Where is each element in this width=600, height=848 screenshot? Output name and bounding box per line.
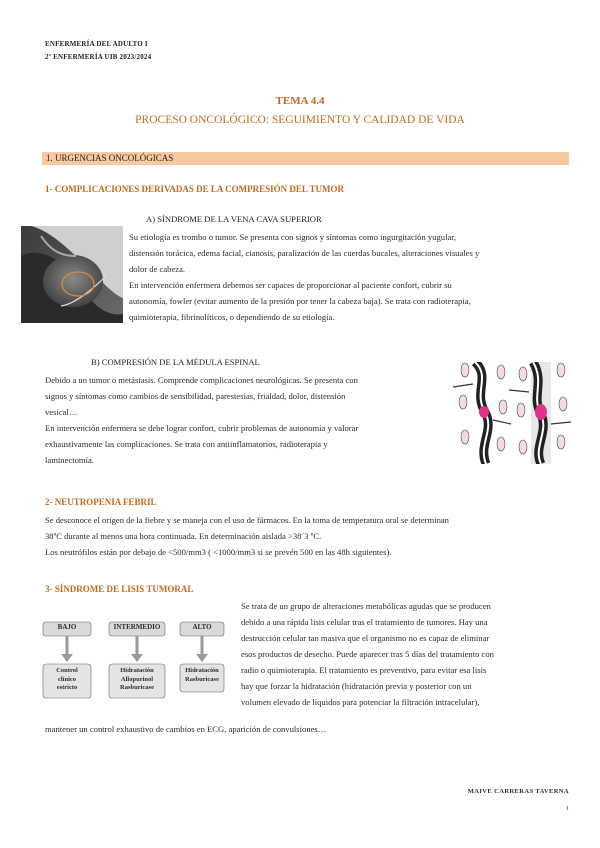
risk-level-low: BAJO <box>57 623 77 631</box>
risk-level-intermediate: INTERMEDIO <box>113 623 161 631</box>
heading-lisis: 3- SÍNDROME DE LISIS TUMORAL <box>45 584 194 594</box>
spinal-cord-illustration <box>453 362 571 464</box>
text-line: destrucción celular tan masiva que el organismo no es capaz de eliminar <box>241 633 490 643</box>
text-line: quimioterapia, fibrinolíticos, o dependiendo de su etiología. <box>129 312 335 322</box>
text-line: autonomía, fowler (evitar aumento de la presión por tener la cabeza baja). Se trata con radioterapia, <box>129 296 471 306</box>
box-line: Control <box>56 667 78 674</box>
risk-box-intermediate <box>109 667 165 693</box>
text-line: En intervención enfermera se debe lograr confort, cubrir problemas de autonomía y valorar <box>45 423 359 433</box>
header-course: ENFERMERÍA DEL ADULTO I <box>45 40 148 48</box>
page-number: 1 <box>566 806 569 812</box>
vena-cava-text <box>129 229 558 325</box>
box-line: estricto <box>56 684 78 691</box>
page-subtitle: PROCESO ONCOLÓGICO: SEGUIMIENTO Y CALIDAD DE VIDA <box>135 114 465 126</box>
box-line: Hidratación <box>120 667 154 674</box>
heading-neutropenia: 2- NEUTROPENIA FEBRIL <box>45 497 157 507</box>
lisis-text <box>241 598 559 710</box>
subheading-medula: B) COMPRESIÓN DE LA MÉDULA ESPINAL <box>91 357 260 367</box>
medula-text <box>45 372 437 468</box>
text-line: En intervención enfermera debemos ser capaces de proporcionar al paciente confort, cubrir su <box>129 280 452 290</box>
neutropenia-text <box>45 512 570 560</box>
risk-box-high <box>180 667 224 684</box>
box-line: Rasburicase <box>120 684 154 691</box>
header-year: 2º ENFERMERÍA UIB 2023/2024 <box>45 53 152 61</box>
lisis-last-line: mantener un control exhaustivo de cambios en ECG, aparición de convulsiones… <box>45 724 327 734</box>
text-line: vesical… <box>45 407 78 417</box>
text-line: signos y síntomas como cambios de sensibilidad, parestesias, frialdad, dolor, distensión <box>45 391 346 401</box>
section-label: 1. URGENCIAS ONCOLÓGICAS <box>46 153 174 163</box>
box-line: Hidratación <box>185 667 219 674</box>
text-line: dolor de cabeza. <box>129 264 186 274</box>
heading-compresion: 1- COMPLICACIONES DERIVADAS DE LA COMPRESIÓN DEL TUMOR <box>45 184 344 194</box>
box-line: clínico <box>57 675 77 683</box>
risk-level-high: ALTO <box>192 623 212 631</box>
footer-author: MAIVE CARRERAS TAVERNA <box>467 788 569 795</box>
page-title: TEMA 4.4 <box>275 95 325 107</box>
neck-photo <box>21 226 123 323</box>
text-line: Se desconoce el origen de la fiebre y se maneja con el uso de fármacos. En la toma de temperatura oral se determinan <box>45 515 449 525</box>
text-line: Los neutrófilos están por debajo de <500/mm3 ( <1000/mm3 si se prevén 500 en las 48h siguientes). <box>45 547 392 557</box>
risk-diagram <box>42 620 232 700</box>
text-line: esos productos de desecho. Puede aparecer tras 5 días del tratamiento con <box>241 649 494 659</box>
text-line: debido a una rápida lisis celular tras el tratamiento de tumores. Hay una <box>241 617 488 627</box>
text-line: exhaustivamente las complicaciones. Se trata con antiinflamatorios, radioterapia y <box>45 439 328 449</box>
text-line: Su etiología es trombo o tumor. Se presenta con signos y síntomas como ingurgitación yugular, <box>129 232 456 242</box>
text-line: distensión torácica, edema facial, cianosis, paralización de las cuerdas bucales, alteraciones visuales y <box>129 248 480 258</box>
text-line: volumen elevado de líquidos para potenciar la filtración intracelular), <box>241 697 480 707</box>
box-line: Allopurinol <box>120 675 154 683</box>
subheading-vena-cava: A) SÍNDROME DE LA VENA CAVA SUPERIOR <box>146 214 322 224</box>
text-line: 38ºC durante al menos una hora continuada. En determinación aislada >38´3 ºC. <box>45 531 322 541</box>
text-line: Debido a un tumor o metástasis. Comprende complicaciones neurológicas. Se presenta con <box>45 375 358 385</box>
risk-box-low <box>43 667 91 693</box>
text-line: radio o quimioterapia. El tratamiento es preventivo, para evitar esa lisis <box>241 665 487 675</box>
text-line: laminectomía. <box>45 455 94 465</box>
box-line: Rasburicase <box>185 675 219 683</box>
text-line: hay que forzar la hidratación (hidratación previa y posterior con un <box>241 681 472 691</box>
text-line: Se trata de un grupo de alteraciones metabólicas agudas que se producen <box>241 601 491 611</box>
section-bar-urgencias <box>42 152 569 165</box>
